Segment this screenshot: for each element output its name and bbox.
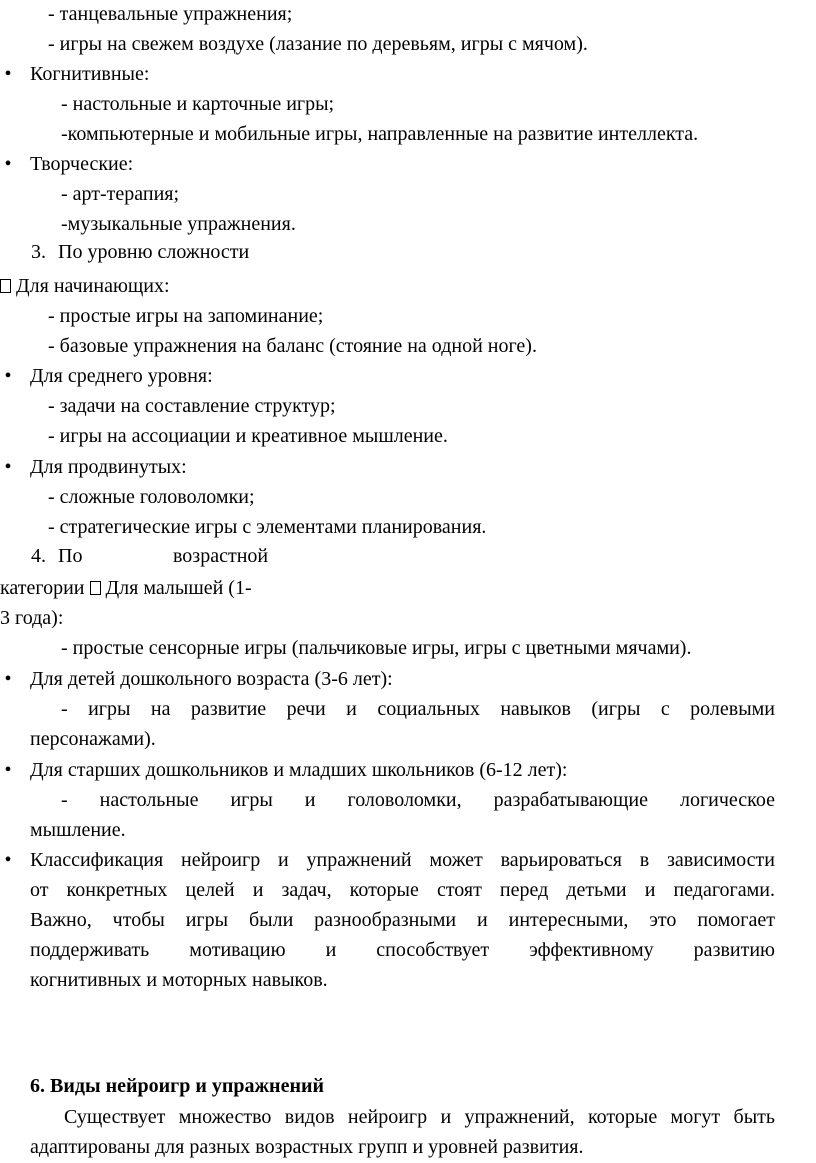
bullet-icon: • bbox=[4, 668, 12, 690]
bullet-icon: • bbox=[4, 849, 12, 871]
bullet-icon: • bbox=[4, 153, 12, 175]
list-item: - сложные головоломки; bbox=[48, 486, 255, 508]
bullet-icon: • bbox=[4, 365, 12, 387]
section-number: 3. bbox=[31, 241, 46, 263]
list-item: - задачи на составление структур; bbox=[48, 395, 336, 417]
category-heading: Для начинающих: bbox=[0, 274, 170, 298]
section-title: категории Для малышей (1- bbox=[0, 577, 252, 599]
list-item: - базовые упражнения на баланс (стояние на одной ноге). bbox=[48, 335, 537, 357]
list-item: персонажами). bbox=[30, 728, 156, 750]
paragraph-line: поддерживать мотивацию и способствует эффективному развитию bbox=[30, 939, 775, 961]
list-item: - настольные и карточные игры; bbox=[61, 93, 335, 115]
list-item: -компьютерные и мобильные игры, направленные на развитие интеллекта. bbox=[61, 123, 699, 145]
list-item: - стратегические игры с элементами планирования. bbox=[48, 516, 487, 538]
list-item: - настольные игры и головоломки, разрабатывающие логическое bbox=[61, 789, 775, 811]
paragraph-line: когнитивных и моторных навыков. bbox=[30, 969, 328, 991]
paragraph-line: адаптированы для разных возрастных групп и уровней развития. bbox=[30, 1136, 584, 1158]
list-item: - простые сенсорные игры (пальчиковые игры, игры с цветными мячами). bbox=[61, 637, 692, 659]
list-item: мышление. bbox=[30, 819, 126, 841]
category-heading: Для среднего уровня: bbox=[30, 365, 213, 387]
section-title: По уровню сложности bbox=[58, 241, 250, 263]
bullet-icon: • bbox=[4, 759, 12, 781]
category-heading: Творческие: bbox=[30, 153, 134, 175]
paragraph-line: Существует множество видов нейроигр и упражнений, которые могут быть bbox=[64, 1106, 775, 1128]
bullet-icon: • bbox=[4, 456, 12, 478]
category-heading: 3 года): bbox=[0, 607, 64, 629]
category-heading: Для детей дошкольного возраста (3-6 лет): bbox=[30, 668, 393, 690]
category-heading: Для старших дошкольников и младших школьников (6-12 лет): bbox=[30, 759, 568, 781]
list-item: - танцевальные упражнения; bbox=[48, 3, 293, 25]
section-title: По bbox=[58, 545, 83, 567]
list-item: - игры на развитие речи и социальных навыков (игры с ролевыми bbox=[61, 698, 775, 720]
section-number: 4. bbox=[31, 545, 46, 567]
section-title: возрастной bbox=[173, 545, 269, 567]
list-item: - игры на свежем воздухе (лазание по деревьям, игры с мячом). bbox=[48, 33, 588, 55]
paragraph-line: от конкретных целей и задач, которые стоят перед детьми и педагогами. bbox=[30, 879, 775, 901]
list-item: - игры на ассоциации и креативное мышление. bbox=[48, 425, 448, 447]
section-heading: 6. Виды нейроигр и упражнений bbox=[30, 1075, 325, 1097]
list-item: - арт-терапия; bbox=[61, 183, 180, 205]
paragraph-line: Важно, чтобы игры были разнообразными и интересными, это помогает bbox=[30, 909, 775, 931]
missing-glyph-icon bbox=[90, 581, 101, 595]
category-heading: Для продвинутых: bbox=[30, 456, 187, 478]
list-item: -музыкальные упражнения. bbox=[61, 213, 296, 235]
paragraph-line: Классификация нейроигр и упражнений может варьироваться в зависимости bbox=[30, 849, 775, 871]
list-item: - простые игры на запоминание; bbox=[48, 305, 324, 327]
bullet-icon: • bbox=[4, 63, 12, 85]
category-heading: Когнитивные: bbox=[30, 63, 150, 85]
missing-glyph-icon bbox=[0, 279, 11, 293]
